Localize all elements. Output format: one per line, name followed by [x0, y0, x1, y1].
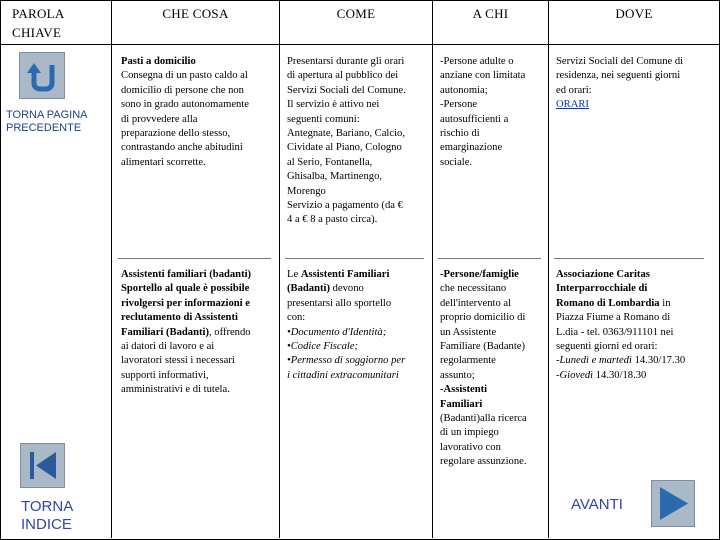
row2-che-cosa: Assistenti familiari (badanti) Sportello al quale è possibile rivolgersi per informazioni e reclutamento di Assistenti Familiari (Badanti), offrendo ai datori di lavoro e ai lavoratori stessi i necessari supporti informativi, amministrativi e di tutela. — [121, 269, 252, 396]
row-divider — [438, 258, 541, 259]
skip-first-icon — [21, 444, 64, 487]
back-label[interactable]: TORNA PAGINA PRECEDENTE — [6, 109, 88, 134]
header-come: COME — [336, 6, 376, 21]
forward-button[interactable] — [651, 480, 695, 527]
row2-dove: Associazione Caritas Interparrocchiale di Romano di Lombardia in Piazza Fiume a Romano di L.dia - tel. 0363/911101 nei seguenti giorni ed orari: -Lunedì e martedì 14.30/17.30 -Giovedì 14.30/18.30 — [556, 269, 686, 381]
row1-che-cosa: Pasti a domicilio Consegna di un pasto caldo al domicilio di persone che non sono in grado autonomamente di provvedere alla preparazione dello stesso, contrastando anche abitudini alimentari scorrette. — [121, 56, 249, 168]
header-parola-chiave: PAROLA CHIAVE — [12, 6, 65, 40]
column-divider — [548, 0, 549, 538]
header-dove: DOVE — [615, 6, 653, 21]
column-divider — [432, 0, 433, 538]
bullet-item: •Codice Fiscale; — [287, 341, 359, 353]
bullet-icon: • — [287, 341, 291, 353]
bullet-icon: • — [287, 355, 291, 367]
header-a-chi: A CHI — [472, 6, 509, 21]
row-divider — [118, 258, 271, 259]
return-arrow-icon — [20, 53, 64, 98]
column-divider — [279, 0, 280, 538]
row-divider — [554, 258, 704, 259]
row1-dove: Servizi Sociali del Comune di residenza, nei seguenti giorni ed orari: ORARI — [556, 56, 684, 111]
row2-come: Le Assistenti Familiari (Badanti) devono presentarsi allo sportello con: •Documento d'Identità; •Codice Fiscale; •Permesso di soggiorno per i cittadini extracomunitari — [287, 268, 430, 383]
header-divider — [0, 44, 720, 45]
bullet-icon: • — [287, 326, 291, 338]
play-arrow-icon — [652, 481, 694, 526]
index-label[interactable]: TORNA INDICE — [21, 498, 74, 533]
bullet-item: •Permesso di soggiorno per — [287, 355, 406, 367]
row1-a-chi: -Persone adulte o anziane con limitata autonomia; -Persone autosufficienti a rischio di emarginazione sociale. — [440, 56, 526, 168]
header-che-cosa: CHE COSA — [162, 6, 229, 21]
row1-come: Presentarsi durante gli orari di apertura al pubblico dei Servizi Sociali del Comune. Il servizio è attivo nei seguenti comuni: Antegnate, Bariano, Calcio, Cividate al Piano, Cologno al Serio, Fontanella, Ghisalba, Martinengo, Morengo Servizio a pagamento (da € 4 a € 8 a pasto circa). — [287, 56, 406, 226]
row2-a-chi: -Persone/famiglie che necessitano dell'intervento al proprio domicilio di un Assistente Familiare (Badante) regolarmente assunto; -Assistenti Familiari (Badanti)alla ricerca di un impiego lavorativo con regolare assunzione. — [440, 269, 527, 468]
forward-label[interactable]: AVANTI — [571, 496, 623, 513]
row-divider — [285, 258, 424, 259]
back-button[interactable] — [19, 52, 65, 99]
index-button[interactable] — [20, 443, 65, 488]
column-divider — [111, 0, 112, 538]
bullet-item: •Documento d'Identità; — [287, 326, 387, 338]
orari-link[interactable]: ORARI — [556, 99, 589, 111]
